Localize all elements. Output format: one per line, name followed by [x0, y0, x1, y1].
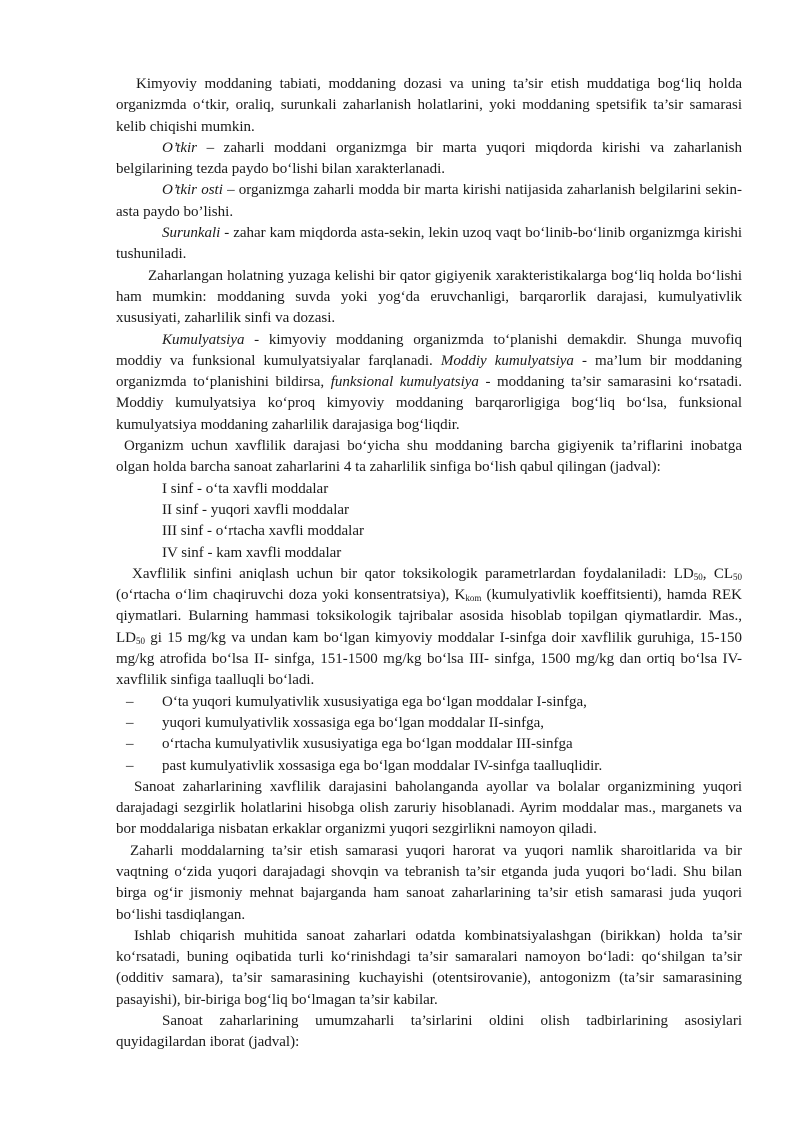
- dash-marker: –: [126, 693, 134, 710]
- list-item-text: yuqori kumulyativlik xossasiga ega bo‘lgan moddalar II-sinfga,: [162, 714, 544, 731]
- paragraph-harorat: Zaharli moddalarning ta’sir etish samarasi yuqori harorat va yuqori namlik sharoitlarida va bir vaqtning o‘zida yuqori darajadagi shovqin va tebranish ta’sir etganda juda yuqori bo‘ladi. Shu bilan birga og‘ir jismoniy mehnat bajarganda ham sanoat zaharlarining ta’sir etish samarasi juda yuqori bo‘lishi tasdiqlangan.: [116, 842, 742, 923]
- paragraph-xavflilik-darajasi: Organizm uchun xavflilik darajasi bo‘yicha shu moddaning barcha gigiyenik ta’riflarini inobatga olgan holda barcha sanoat zaharlarini 4 ta zaharlilik sinfiga bo‘lish qabul qilingan (jadval):: [116, 438, 742, 476]
- term-otkir-osti: O’tkir osti: [162, 182, 223, 199]
- cumulative-class-list: [116, 692, 742, 777]
- text-surunkali: - zahar kam miqdorda asta-sekin, lekin uzoq vaqt bo‘linib-bo‘linib organizmga kirishi tushuniladi.: [116, 225, 742, 263]
- text-params-e: gi 15 mg/kg va undan kam bo‘lgan kimyoviy moddalar I-sinfga doir xavflilik guruhiga, 15-150 mg/kg atrofida bo‘lsa II- sinfga, 151-1500 mg/kg bo‘lsa III- sinfga, 1500 mg/kg dan ortiq bo‘lsa IV- xavflilik sinfiga taalluqli bo‘ladi.: [116, 629, 742, 689]
- toxicity-class-list: [116, 479, 742, 564]
- term-kumulyatsiya: Kumulyatsiya: [162, 331, 245, 348]
- subscript-ld50-2: 50: [136, 635, 145, 646]
- text-kumulyatsiya-2: - ma’lum bir moddaning organizmda to‘planishini bildirsa,: [116, 352, 743, 391]
- term-moddiy-kumulyatsiya: Moddiy kumulyatsiya: [440, 352, 574, 369]
- list-item: [116, 756, 742, 777]
- paragraph-kombinatsiya: Ishlab chiqarish muhitida sanoat zaharlari odatda kombinatsiyalashgan (birikkan) holda ta’sir ko‘rsatadi, buning oqibatida turli ko‘rinishdagi ta’sir samaralari namoyon bo‘ladi: qo‘shilgan ta’sir (odditiv samara), ta’sir samarasining kuchayishi (otentsirovanie), antogonizm (ta’sir samarasining pasayishi), bir-biriga bog‘liq bo‘lmagan ta’sir kabilar.: [116, 927, 742, 1008]
- paragraph-parametrlar: [116, 564, 742, 692]
- list-item-text: O‘ta yuqori kumulyativlik xususiyatiga ega bo‘lgan moddalar I-sinfga,: [162, 693, 587, 710]
- list-item: [116, 713, 742, 734]
- list-item-text: past kumulyativlik xossasiga ega bo‘lgan moddalar IV-sinfga taalluqlidir.: [162, 757, 603, 774]
- subscript-ld50: 50: [693, 571, 703, 582]
- text-params-b: , CL: [702, 565, 734, 582]
- text-otkir-osti: – organizmga zaharli modda bir marta kirishi natijasida zaharlanish belgilarini sekin-asta paydo bo’lishi.: [116, 182, 742, 220]
- paragraph-intro: Kimyoviy moddaning tabiati, moddaning dozasi va uning ta’sir etish muddatiga bog‘liq holda organizmda o‘tkir, oraliq, surunkali zaharlanish holatlarini, yoki moddaning spetsifik ta’sir samarasi kelib chiqishi mumkin.: [116, 76, 742, 135]
- term-funksional-kumulyatsiya: funksional kumulyatsiya: [330, 374, 479, 391]
- paragraph-surunkali: [116, 223, 742, 266]
- text-kumulyatsiya-1: - kimyoviy moddaning organizmda to‘planishi demakdir. Shunga muvofiq moddiy va funksional kumulyatsiyalar farqlanadi.: [116, 331, 742, 369]
- text-otkir: – zaharli moddani organizmga bir marta yuqori miqdorda kirishi va zaharlanish belgilarining tezda paydo bo‘lishi bilan xarakterlanadi.: [116, 139, 742, 178]
- class-item-1: I sinf - o‘ta xavfli moddalar: [162, 480, 329, 497]
- dash-marker: –: [126, 736, 134, 753]
- class-item-3: III sinf - o‘rtacha xavfli moddalar: [162, 523, 364, 540]
- subscript-cl50: 50: [733, 571, 743, 582]
- text-params-c: (o‘rtacha o‘lim chaqiruvchi doza yoki konsentratsiya), K: [116, 587, 466, 604]
- class-item-2: II sinf - yuqori xavfli moddalar: [162, 501, 350, 518]
- text-params-a: Xavflilik sinfini aniqlash uchun bir qator toksikologik parametrlardan foydalaniladi: LD: [132, 565, 694, 582]
- term-surunkali: Surunkali: [162, 225, 221, 242]
- paragraph-otkir-osti: [116, 180, 742, 223]
- class-item-4: IV sinf - kam xavfli moddalar: [162, 544, 342, 561]
- subscript-kom: kom: [465, 593, 482, 604]
- list-item: [116, 692, 742, 713]
- paragraph-otkir: [116, 138, 742, 181]
- term-otkir: O’tkir: [162, 139, 197, 156]
- list-item: [116, 734, 742, 755]
- paragraph-kumulyatsiya: [116, 330, 742, 436]
- paragraph-tadbirlar: Sanoat zaharlarining umumzaharli ta’sirlarini oldini olish tadbirlarining asosiylari quyidagilardan iborat (jadval):: [116, 1013, 742, 1051]
- text-kumulyatsiya-3: - moddaning ta’sir samarasini ko‘rsatadi. Moddiy kumulyatsiya ko‘proq kimyoviy moddaning barqarorligiga bog‘liq bo‘lsa, funksional kumulyatsiya moddaning zaharlilik darajasiga bog‘liqdir.: [116, 374, 742, 433]
- text-params-d: (kumulyativlik koeffitsienti), hamda REK qiymatlari. Bularning hammasi toksikologik tajribalar asosida hisoblab topilgan qiymatlardir. Mas., LD: [116, 587, 742, 646]
- dash-marker: –: [126, 757, 134, 774]
- list-item-text: o‘rtacha kumulyativlik xususiyatiga ega bo‘lgan moddalar III-sinfga: [162, 736, 573, 753]
- paragraph-zaharlangan: Zaharlangan holatning yuzaga kelishi bir qator gigiyenik xarakteristikalarga bog‘liq holda bo‘lishi ham mumkin: moddaning suvda yoki yog‘da eruvchanligi, barqarorlik darajasi, kumulyativlik xususiyati, zaharlilik sinfi va dozasi.: [116, 267, 742, 327]
- dash-marker: –: [126, 714, 134, 731]
- paragraph-sezgirlik: Sanoat zaharlarining xavflilik darajasini baholanganda ayollar va bolalar organizmining yuqori darajadagi sezgirlik holatlarini hisobga olish zaruriy hisoblanadi. Ayrim moddalar mas., marganets va bor moddalariga nisbatan erkaklar organizmi yuqori sezgirlikni namoyon qiladi.: [116, 778, 742, 838]
